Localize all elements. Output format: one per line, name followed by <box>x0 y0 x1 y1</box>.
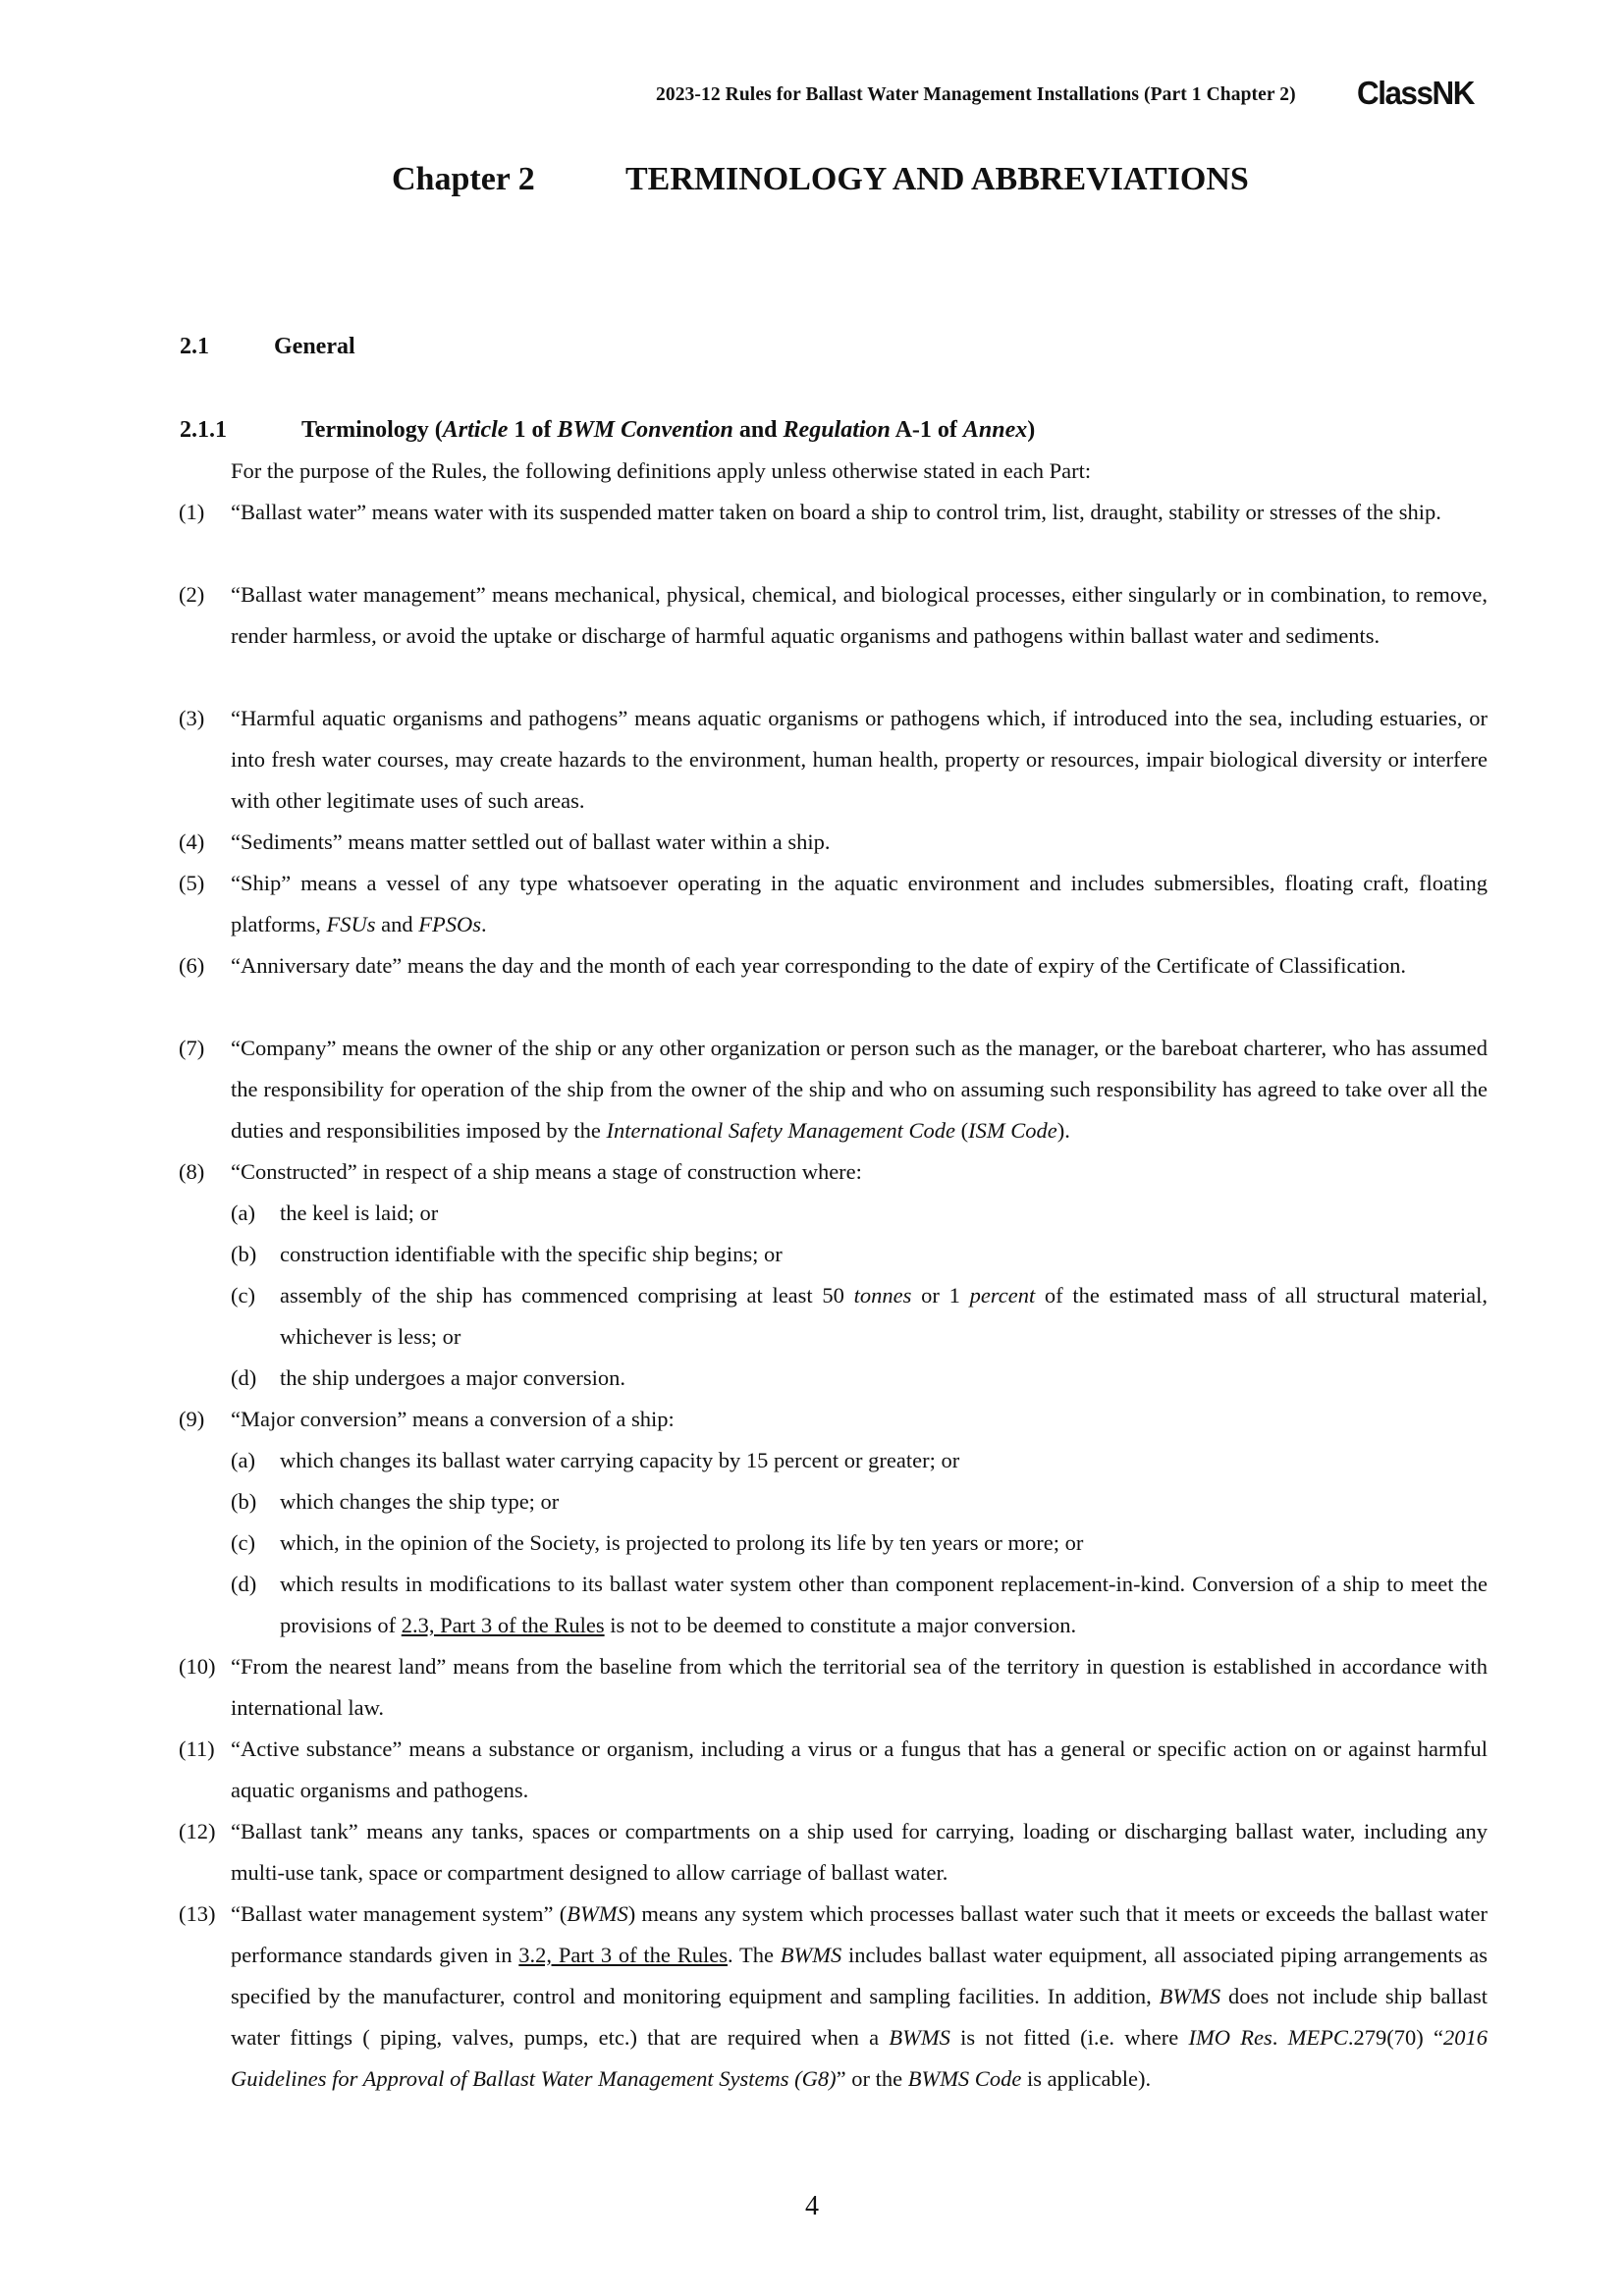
definition-company: “Company” means the owner of the ship or any other organization or person such as the manager, or the bareboat charterer, who has assumed the responsibility for operation of the ship from the owner of the ship and who on assuming such responsibility has agreed to take over all the duties and responsibilities imposed by the International Safety Management Code (ISM Code). <box>231 1036 1488 1143</box>
classnk-logo: ClassNK <box>1357 75 1474 111</box>
definition-bwms: “Ballast water management system” (BWMS) means any system which processes ballast water such that it meets or exceeds the ballast water performance standards given in 3.2, Part 3 of the Rules. The BWMS includes ballast water equipment, all associated piping arrangements as specified by the manufacturer, control and monitoring equipment and sampling facilities. In addition, BWMS does not include ship ballast water fittings ( piping, valves, pumps, etc.) that are required when a BWMS is not fitted (i.e. where IMO Res. MEPC.279(70) “2016 Guidelines for Approval of Ballast Water Management Systems (G8)” or the BWMS Code is applicable). <box>231 1901 1489 2091</box>
running-header: 2023-12 Rules for Ballast Water Management Installations (Part 1 Chapter 2) <box>656 84 1296 105</box>
definition-label: (1) <box>179 500 205 524</box>
definition-label: (5) <box>179 871 205 895</box>
chapter-number: Chapter 2 <box>392 161 535 197</box>
constructed-item-c: assembly of the ship has commenced comprising at least 50 tonnes or 1 percent of the estimated mass of all structural material, whichever is less; or <box>280 1283 1488 1349</box>
definition-label: (6) <box>179 953 205 978</box>
conversion-item-c: which, in the opinion of the Society, is projected to prolong its life by ten years or more; or <box>280 1530 1084 1555</box>
sub-item-label: (b) <box>231 1242 257 1266</box>
definition-ballast-water: “Ballast water” means water with its suspended matter taken on board a ship to control trim, list, draught, stability or stresses of the ship. <box>231 500 1441 524</box>
definition-label: (9) <box>179 1407 205 1431</box>
definition-anniversary-date: “Anniversary date” means the day and the month of each year corresponding to the date of expiry of the Certificate of Classification. <box>231 953 1407 978</box>
conversion-item-a: which changes its ballast water carrying capacity by 15 percent or greater; or <box>280 1448 960 1472</box>
subsection-title: Terminology (Article 1 of BWM Convention and Regulation A-1 of Annex) <box>301 417 1036 443</box>
definition-active-substance: “Active substance” means a substance or organism, including a virus or a fungus that has a general or specific action on or against harmful aquatic organisms and pathogens. <box>231 1736 1488 1802</box>
chapter-title: TERMINOLOGY AND ABBREVIATIONS <box>625 161 1249 197</box>
section-number: 2.1 <box>180 334 209 359</box>
sub-item-label: (a) <box>231 1448 255 1472</box>
constructed-item-b: construction identifiable with the specific ship begins; or <box>280 1242 783 1266</box>
definition-label: (7) <box>179 1036 205 1060</box>
definition-sediments: “Sediments” means matter settled out of ballast water within a ship. <box>231 829 831 854</box>
definition-harmful-organisms: “Harmful aquatic organisms and pathogens” means aquatic organisms or pathogens which, if introduced into the sea, including estuaries, or into fresh water courses, may create hazards to the environment, human health, property or resources, impair biological diversity or interfere with other legitimate uses of such areas. <box>231 706 1488 813</box>
definition-nearest-land: “From the nearest land” means from the baseline from which the territorial sea of the territory in question is established in accordance with international law. <box>231 1654 1488 1720</box>
rules-link-2-3[interactable]: 2.3, Part 3 of the Rules <box>401 1613 605 1637</box>
definition-ballast-water-management: “Ballast water management” means mechanical, physical, chemical, and biological processes, either singularly or in combination, to remove, render harmless, or avoid the uptake or discharge of harmful aquatic organisms and pathogens within ballast water and sediments. <box>231 582 1488 648</box>
sub-item-label: (d) <box>231 1572 257 1596</box>
definition-label: (2) <box>179 582 205 607</box>
conversion-item-d: which results in modifications to its ballast water system other than component replacement-in-kind. Conversion of a ship to meet the provisions of 2.3, Part 3 of the Rules is not to be deemed to constitute a major conversion. <box>280 1572 1488 1637</box>
definition-ballast-tank: “Ballast tank” means any tanks, spaces or compartments on a ship used for carrying, loading or discharging ballast water, including any multi-use tank, space or compartment designed to allow carriage of ballast water. <box>231 1819 1488 1885</box>
sub-item-label: (d) <box>231 1365 257 1390</box>
definition-label: (12) <box>179 1819 216 1843</box>
definition-ship: “Ship” means a vessel of any type whatsoever operating in the aquatic environment and includes submersibles, floating craft, floating platforms, FSUs and FPSOs. <box>231 871 1488 936</box>
sub-item-label: (c) <box>231 1283 255 1308</box>
definition-label: (10) <box>179 1654 216 1679</box>
definition-label: (4) <box>179 829 205 854</box>
constructed-item-a: the keel is laid; or <box>280 1201 439 1225</box>
definition-label: (13) <box>179 1901 216 1926</box>
page-number: 4 <box>805 2191 819 2221</box>
definition-label: (3) <box>179 706 205 730</box>
sub-item-label: (b) <box>231 1489 257 1514</box>
section-title: General <box>274 334 355 359</box>
rules-link-3-2[interactable]: 3.2, Part 3 of the Rules <box>518 1943 728 1967</box>
definition-label: (8) <box>179 1159 205 1184</box>
definition-label: (11) <box>179 1736 215 1761</box>
definition-major-conversion: “Major conversion” means a conversion of a ship: <box>231 1407 675 1431</box>
sub-item-label: (a) <box>231 1201 255 1225</box>
sub-item-label: (c) <box>231 1530 255 1555</box>
intro-paragraph: For the purpose of the Rules, the following definitions apply unless otherwise stated in each Part: <box>231 458 1092 483</box>
constructed-item-d: the ship undergoes a major conversion. <box>280 1365 626 1390</box>
conversion-item-b: which changes the ship type; or <box>280 1489 560 1514</box>
definition-constructed: “Constructed” in respect of a ship means a stage of construction where: <box>231 1159 862 1184</box>
subsection-number: 2.1.1 <box>180 417 227 443</box>
